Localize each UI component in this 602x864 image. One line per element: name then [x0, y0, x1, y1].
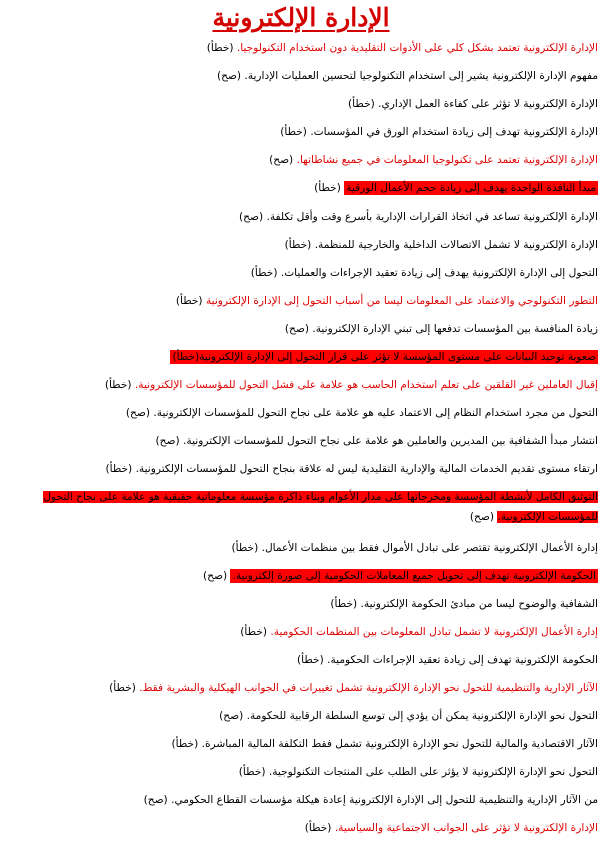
highlight-mark: [43, 491, 598, 523]
statement-text: الآثار الإدارية والتنظيمية للتحول نحو الإدارة الإلكترونية تشمل تغييرات في الجوانب الهيكلية والبشرية فقط.: [139, 681, 598, 694]
statement-text: الإدارة الإلكترونية تهدف إلى زيادة استخدام الورق في المؤسسات.: [310, 126, 598, 139]
statement-line: [0, 37, 602, 65]
statement-text: التوثيق الكامل لأنشطة المؤسسة ومخرجاتها على مدار الأعوام وبناء ذاكرة مؤسسة معلوماتية حقيقية هو علامة على نجاح التحول للمؤسسات الإلكترونية.: [43, 490, 598, 523]
statement-line: [0, 374, 602, 402]
statement-text: مبدأ النافذة الواحدة يهدف إلى زيادة حجم الأعمال الورقية: [346, 182, 596, 195]
statement-answer: (خطأ): [297, 653, 324, 666]
statement-text: الإدارة الإلكترونية لا تشمل الاتصالات الداخلية والخارجية للمنظمة.: [314, 238, 598, 251]
statement-line: [0, 402, 602, 430]
statement-answer: (خطأ): [175, 294, 203, 307]
statement-answer: (خطأ): [109, 681, 136, 694]
statement-answer: (خطأ): [250, 266, 278, 279]
highlight-mark: [230, 569, 598, 583]
statement-line: [0, 177, 602, 205]
statement-line: [0, 733, 602, 761]
statement-line: [0, 430, 602, 458]
statement-answer: (صح): [219, 710, 244, 723]
statements-list: [0, 37, 602, 846]
statement-text: التحول إلى الإدارة الإلكترونية يهدف إلى زيادة تعقيد الإجراءات والعمليات.: [280, 266, 598, 279]
statement-line: [0, 537, 602, 565]
statement-line: [0, 234, 602, 262]
statement-text: التحول نحو الإدارة الإلكترونية لا يؤثر على الطلب على المنتجات التكنولوجية.: [268, 766, 598, 779]
statement-line: [0, 65, 602, 93]
statement-text: إدارة الأعمال الإلكترونية لا تشمل تبادل المعلومات بين المنظمات الحكومية.: [270, 625, 598, 638]
statement-text: الإدارة الإلكترونية تعتمد بشكل كلي على الأدوات التقليدية دون استخدام التكنولوجيا.: [236, 42, 598, 54]
statement-answer: (خطأ): [314, 182, 341, 195]
statement-answer: (خطأ): [348, 98, 375, 111]
statement-text: زيادة المنافسة بين المؤسسات تدفعها إلى تبني الإدارة الإلكترونية.: [312, 322, 598, 335]
statement-line: [0, 487, 602, 537]
statement-text: مفهوم الإدارة الإلكترونية يشير إلى استخدام التكنولوجيا لتحسين العمليات الإدارية.: [244, 70, 598, 83]
statement-answer: (صح): [216, 70, 242, 83]
statement-answer: (خطأ): [280, 126, 307, 139]
statement-line: [0, 789, 602, 817]
statement-text: الإدارة الإلكترونية تعتمد على تكنولوجيا المعلومات في جميع نشاطاتها.: [296, 154, 598, 167]
statement-answer: (صح): [284, 322, 309, 335]
statement-answer: (خطأ): [206, 42, 234, 54]
statement-answer: (صح): [239, 210, 264, 223]
statement-line: [0, 149, 602, 177]
statement-answer: (صح): [203, 569, 228, 582]
statement-text: التطور التكنولوجي والاعتماد على المعلومات ليسا من أسباب التحول إلى الإدارة الإلكترونية: [205, 294, 598, 307]
highlight-mark: [170, 350, 598, 364]
statement-answer: (خطأ): [284, 238, 312, 251]
statement-text: الحكومة الإلكترونية تهدف إلى زيادة تعقيد الإجراءات الحكومية.: [327, 653, 598, 666]
statement-line: [0, 206, 602, 234]
statement-text: من الآثار الإدارية والتنظيمية للتحول إلى الإدارة الإلكترونية إعادة هيكلة مؤسسات القطاع الحكومي.: [171, 794, 598, 807]
page-title-text: الإدارة الإلكترونية: [212, 3, 390, 32]
statement-text: التحول من مجرد استخدام النظام إلى الاعتماد عليه هو علامة على نجاح التحول للمؤسسات الإلكترونية.: [153, 407, 598, 420]
statement-text: صعوبة توحيد البيانات على مستوى المؤسسة لا تؤثر على قرار التحول إلى الإدارة الإلكترونية: [199, 351, 596, 364]
statement-text: الإدارة الإلكترونية لا تؤثر على الجوانب الاجتماعية والسياسية.: [334, 822, 598, 835]
statement-text: إدارة الأعمال الإلكترونية تقتصر على تبادل الأموال فقط بين منظمات الأعمال.: [261, 541, 598, 554]
statement-line: [0, 346, 602, 374]
statement-answer: (خطأ): [330, 597, 358, 610]
statement-text: التحول نحو الإدارة الإلكترونية يمكن أن يؤدي إلى توسع السلطة الرقابية للحكومة.: [246, 710, 598, 723]
statement-text: الإدارة الإلكترونية لا تؤثر على كفاءة العمل الإداري.: [378, 98, 598, 111]
statement-line: [0, 705, 602, 733]
statement-line: [0, 458, 602, 486]
statement-answer: (خطأ): [304, 822, 332, 835]
statement-line: [0, 565, 602, 593]
statement-line: [0, 817, 602, 845]
statement-line: [0, 93, 602, 121]
highlight-mark: [344, 181, 598, 195]
statement-text: الآثار الاقتصادية والمالية للتحول نحو الإدارة الإلكترونية تشمل فقط التكلفة المالية المباشرة.: [201, 738, 598, 751]
statement-answer: (صح): [155, 435, 180, 448]
statement-answer: (خطأ): [240, 625, 268, 638]
statement-answer: (خطأ): [104, 379, 132, 392]
statement-text: انتشار مبدأ الشفافية بين المديرين والعاملين هو علامة على نجاح التحول للمؤسسات الإلكترونية.: [183, 435, 598, 448]
page-title: [0, 2, 602, 34]
statement-answer: (خطأ): [105, 463, 133, 476]
statement-text: الإدارة الإلكترونية تساعد في اتخاذ القرارات الإدارية بأسرع وقت وأقل تكلفة.: [266, 210, 598, 223]
statement-line: [0, 121, 602, 149]
statement-line: [0, 677, 602, 705]
statement-line: [0, 761, 602, 789]
statement-answer: (صح): [469, 510, 494, 523]
statement-text: الشفافية والوضوح ليسا من مبادئ الحكومة الإلكترونية.: [360, 597, 598, 610]
statement-text: ارتقاء مستوى تقديم الخدمات المالية والإدارية التقليدية ليس له علاقة بنجاح التحول للمؤسسات الإلكترونية.: [135, 463, 598, 476]
statement-answer: (خطأ): [172, 351, 200, 364]
statement-line: [0, 593, 602, 621]
statement-line: [0, 621, 602, 649]
statement-text: إقبال العاملين غير القلقين على تعلم استخدام الحاسب هو علامة على فشل التحول للمؤسسات الإلكترونية.: [134, 379, 598, 392]
statement-line: [0, 290, 602, 318]
statement-answer: (صح): [269, 154, 294, 167]
statement-line: [0, 649, 602, 677]
statement-answer: (خطأ): [171, 738, 199, 751]
statement-answer: (خطأ): [231, 541, 259, 554]
statement-line: [0, 318, 602, 346]
statement-text: الحكومة الإلكترونية تهدف إلى تحويل جميع المعاملات الحكومية إلى صورة إلكترونية.: [232, 569, 596, 582]
statement-answer: (صح): [143, 794, 168, 807]
statement-answer: (خطأ): [238, 766, 266, 779]
statement-line: [0, 262, 602, 290]
statement-answer: (صح): [125, 407, 151, 420]
